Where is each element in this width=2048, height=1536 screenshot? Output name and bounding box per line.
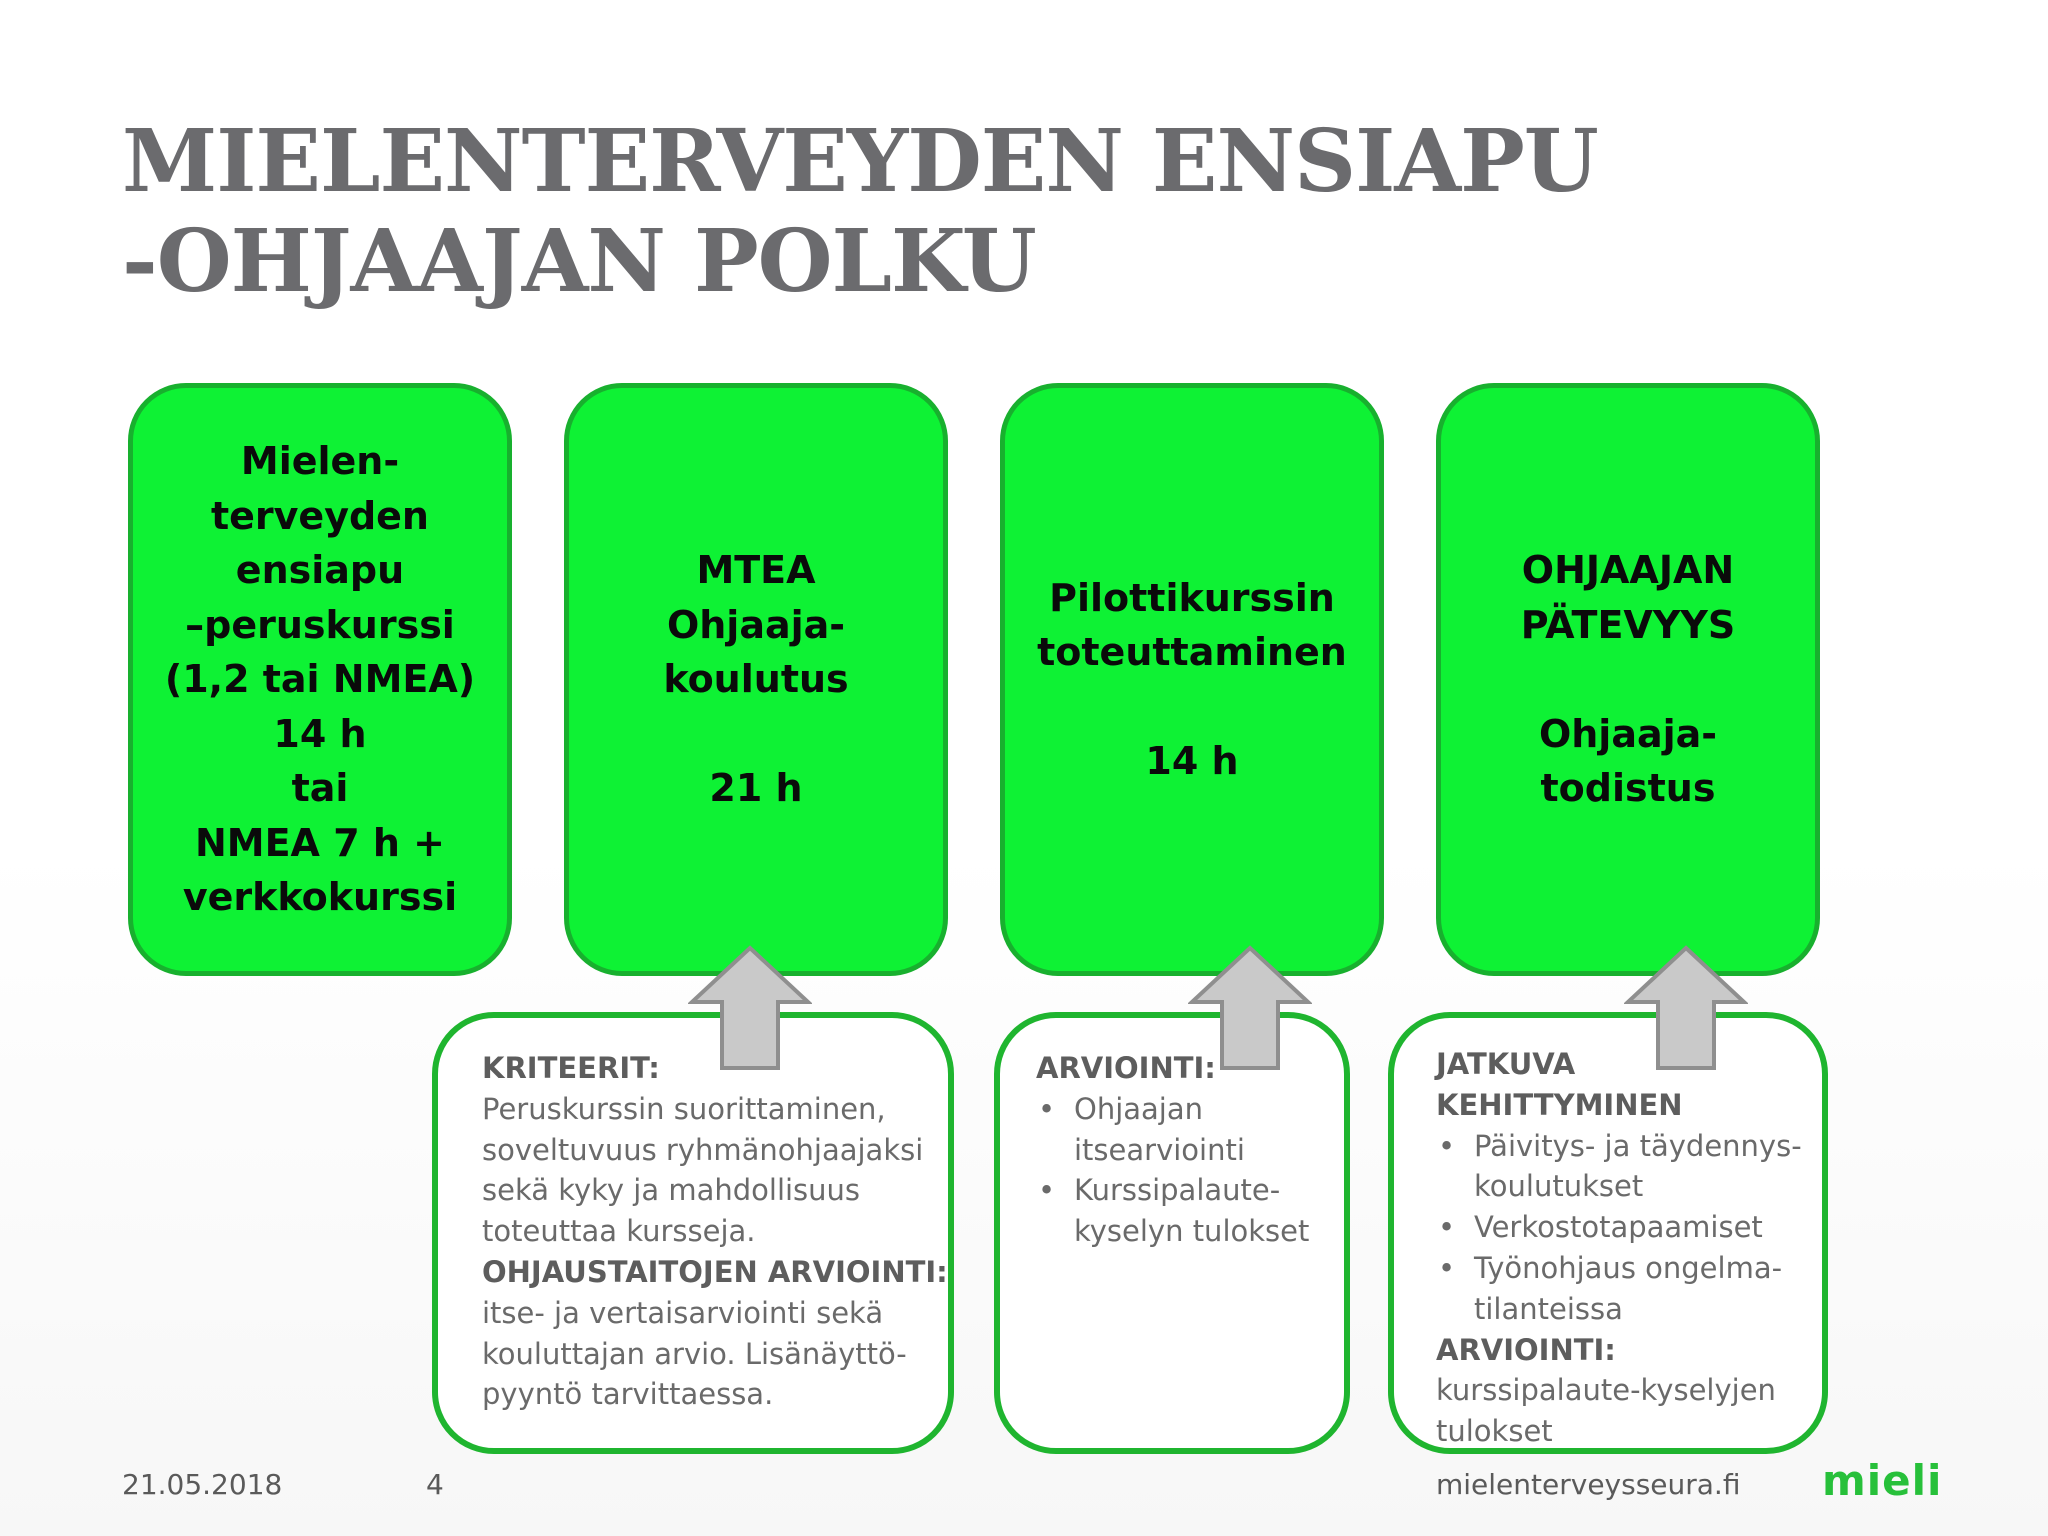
title-line-2: -OHJAAJAN POLKU [122,211,1036,312]
criteria-box [432,1012,954,1454]
info-heading: ARVIOINTI: [1036,1051,1216,1085]
info-bullet-continuation [1436,1289,1822,1330]
bullet-icon: • [1438,1250,1456,1285]
info-heading: JATKUVA [1436,1047,1576,1081]
info-bullet-item [1036,1089,1344,1130]
step-text-line: verkkokurssi [182,875,458,920]
info-text: pyyntö tarvittaessa. [482,1377,774,1412]
info-text: Peruskurssin suorittaminen, [482,1091,886,1126]
info-bullet-text: tilanteissa [1474,1291,1623,1326]
info-text: tulokset [1436,1414,1553,1449]
info-text: kurssipalaute-kyselyjen [1436,1373,1776,1408]
step-text-line: koulutus [663,657,849,702]
continuous-development-box [1388,1012,1828,1454]
mieli-logo: mieli [1822,1456,1943,1505]
step-text-line: NMEA 7 h + [194,820,445,865]
step-text-line: 14 h [1145,739,1239,783]
bullet-icon: • [1038,1173,1056,1208]
up-arrow-icon [1188,944,1312,1072]
title-line-1: MIELENTERVEYDEN ENSIAPU [122,111,1598,212]
step-text-line: OHJAAJAN [1521,548,1735,593]
step-text-line: Pilottikurssin [1049,575,1335,620]
step-text-line: Ohjaaja- [1538,711,1718,756]
up-arrow-icon [1624,944,1748,1072]
info-bullet-text: itsearviointi [1074,1132,1245,1167]
footer-page-number: 4 [426,1468,444,1501]
footer-date: 21.05.2018 [122,1468,283,1501]
step-text-line: terveyden [210,493,429,538]
bullet-icon: • [1038,1091,1056,1126]
step-text-line: –peruskurssi [185,602,455,647]
step-box-basic-course [128,383,512,976]
step-text-line: Ohjaaja- [666,602,846,647]
step-text-line: Mielen- [240,439,400,484]
info-bullet-continuation [1036,1211,1344,1252]
info-bullet-text: Verkostotapaamiset [1474,1210,1763,1245]
step-text-line: (1,2 tai NMEA) [164,657,476,702]
info-heading: ARVIOINTI: [1436,1332,1616,1367]
info-bullet-continuation [1036,1130,1344,1171]
step-text-line: tai [291,766,349,811]
bullet-icon: • [1438,1128,1456,1163]
info-bullet-item [1036,1170,1344,1211]
info-bullet-text: kyselyn tulokset [1074,1214,1310,1249]
step-text-line: 21 h [709,766,803,811]
info-heading: OHJAUSTAITOJEN ARVIOINTI: [482,1254,948,1289]
info-bullet-text: Ohjaajan [1074,1091,1204,1126]
info-text: sekä kyky ja mahdollisuus [482,1173,861,1208]
footer-url: mielenterveysseura.fi [1436,1468,1741,1501]
info-bullet-item [1436,1248,1822,1289]
info-text: soveltuvuus ryhmänohjaajaksi [482,1132,924,1167]
step-text-line: PÄTEVYYS [1520,602,1736,647]
info-heading: KEHITTYMINEN [1436,1087,1683,1122]
step-text-line: 14 h [273,711,367,756]
step-box-instructor-training [564,383,948,976]
bullet-icon: • [1438,1210,1456,1245]
info-bullet-continuation [1436,1166,1822,1207]
step-box-pilot-course [1000,383,1384,976]
info-bullet-item [1436,1207,1822,1248]
info-bullet-text: Päivitys- ja täydennys- [1474,1128,1802,1163]
info-bullet-text: Kurssipalaute- [1074,1173,1281,1208]
info-text: itse- ja vertaisarviointi sekä [482,1295,884,1330]
step-text-line: MTEA [696,548,816,593]
info-text: toteuttaa kursseja. [482,1214,756,1249]
slide-title [122,112,1822,312]
info-heading: KRITEERIT: [482,1051,660,1085]
info-bullet-text: koulutukset [1474,1169,1644,1204]
step-box-instructor-qualification [1436,383,1820,976]
step-text-line: ensiapu [235,548,405,593]
evaluation-box [994,1012,1350,1454]
step-text-line: todistus [1540,766,1716,811]
step-text-line: toteuttaminen [1037,630,1347,674]
info-bullet-text: Työnohjaus ongelma- [1474,1250,1783,1285]
info-text: kouluttajan arvio. Lisänäyttö- [482,1336,907,1371]
up-arrow-icon [688,944,812,1072]
info-bullet-item [1436,1126,1822,1167]
